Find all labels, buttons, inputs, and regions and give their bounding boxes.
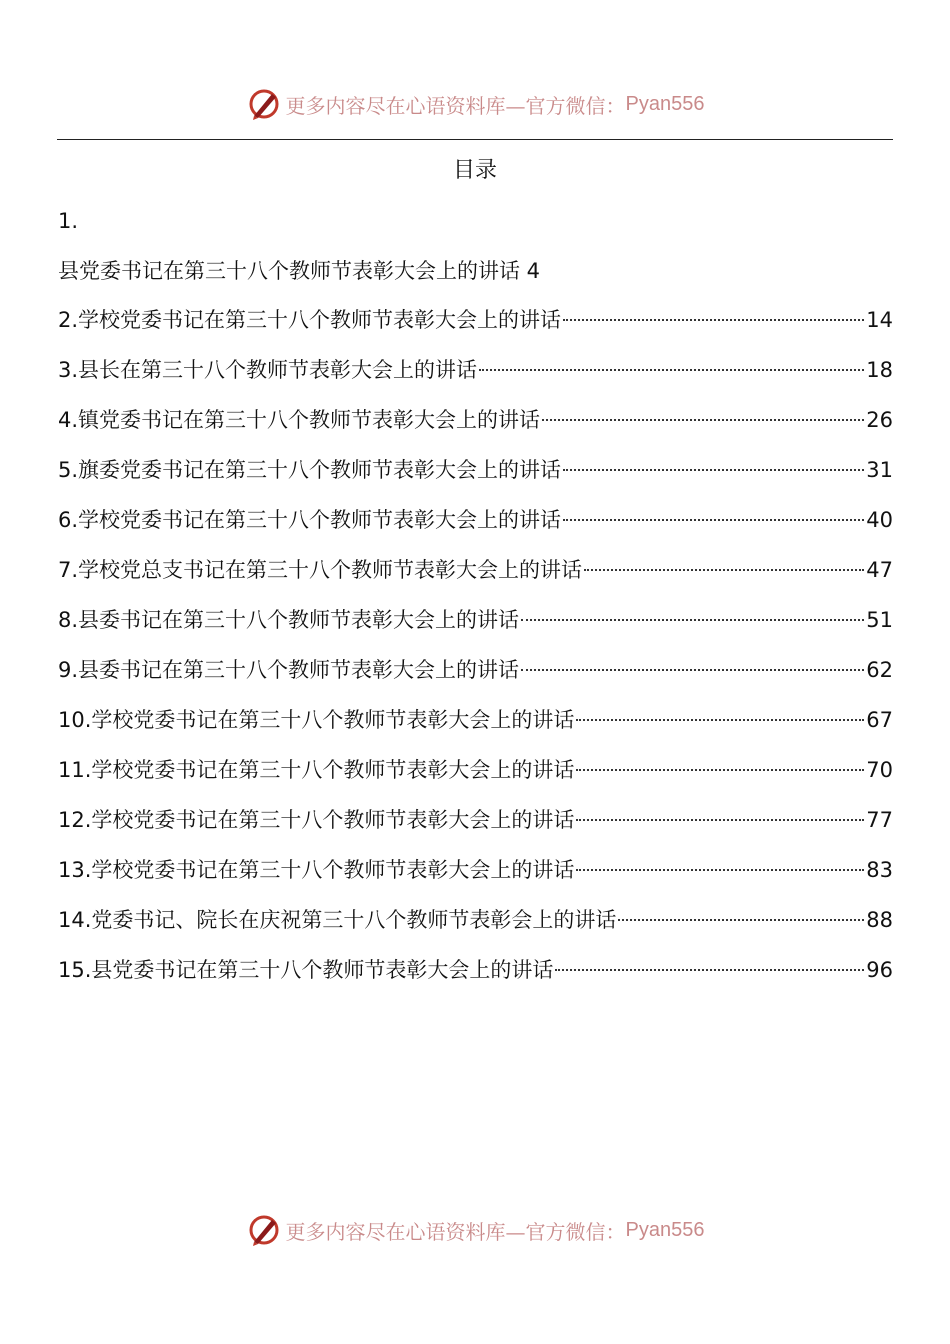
toc-entry-text: 13.学校党委书记在第三十八个教师节表彰大会上的讲话 — [58, 858, 575, 882]
toc-entry[interactable] — [58, 955, 893, 985]
toc-entry-page: 96 — [866, 958, 893, 982]
toc-entry-text: 5.旗委党委书记在第三十八个教师节表彰大会上的讲话 — [58, 458, 562, 482]
toc-entry[interactable] — [58, 805, 893, 835]
toc-entry-text: 7.学校党总支书记在第三十八个教师节表彰大会上的讲话 — [58, 558, 583, 582]
toc-entry-text: 10.学校党委书记在第三十八个教师节表彰大会上的讲话 — [58, 708, 575, 732]
toc-entry-page: 47 — [866, 558, 893, 582]
toc-entry-text: 14.党委书记、院长在庆祝第三十八个教师节表彰会上的讲话 — [58, 908, 617, 932]
toc-entry[interactable] — [58, 705, 893, 735]
toc-entry-text: 4.镇党委书记在第三十八个教师节表彰大会上的讲话 — [58, 408, 541, 432]
toc-entry-page: 31 — [866, 458, 893, 482]
toc-entry[interactable] — [58, 855, 893, 885]
toc-entry-text: 11.学校党委书记在第三十八个教师节表彰大会上的讲话 — [58, 758, 575, 782]
toc-entry-page: 18 — [866, 358, 893, 382]
dot-leader — [555, 969, 864, 971]
dot-leader — [618, 919, 864, 921]
toc-entry[interactable] — [58, 655, 893, 685]
toc-entry-page: 70 — [866, 758, 893, 782]
toc-entry-text: 15.县党委书记在第三十八个教师节表彰大会上的讲话 — [58, 958, 554, 982]
dot-leader — [576, 769, 864, 771]
header-divider — [57, 139, 893, 140]
dot-leader — [563, 319, 864, 321]
toc-entry-text: 3.县长在第三十八个教师节表彰大会上的讲话 — [58, 358, 478, 382]
toc-entry-number: 1. — [58, 209, 79, 233]
toc-entry-page: 14 — [866, 308, 893, 332]
pen-circle-logo-icon — [246, 86, 282, 122]
footer-banner — [0, 1210, 950, 1250]
toc-entry-text: 9.县委书记在第三十八个教师节表彰大会上的讲话 — [58, 658, 520, 682]
header-banner-wechat-id: Pyan556 — [625, 92, 705, 115]
toc-entry-page: 77 — [866, 808, 893, 832]
dot-leader — [576, 869, 864, 871]
toc-entry[interactable] — [58, 555, 893, 585]
toc-entry-page: 51 — [866, 608, 893, 632]
dot-leader — [521, 619, 864, 621]
toc-entry[interactable] — [58, 355, 893, 385]
toc-entry-text: 12.学校党委书记在第三十八个教师节表彰大会上的讲话 — [58, 808, 575, 832]
toc-entry[interactable] — [58, 305, 893, 335]
dot-leader — [542, 419, 864, 421]
toc-entry-page: 26 — [866, 408, 893, 432]
toc-entry-page: 83 — [866, 858, 893, 882]
toc-entry[interactable] — [58, 755, 893, 785]
toc-entry[interactable] — [58, 405, 893, 435]
dot-leader — [576, 819, 864, 821]
footer-banner-wechat-id: Pyan556 — [625, 1218, 705, 1241]
toc-entry-text: 2.学校党委书记在第三十八个教师节表彰大会上的讲话 — [58, 308, 562, 332]
pen-circle-logo-icon — [246, 1212, 282, 1248]
dot-leader — [576, 719, 864, 721]
toc-entry-page: 40 — [866, 508, 893, 532]
toc-title: 目录 — [452, 158, 497, 183]
toc-entry[interactable] — [58, 605, 893, 635]
toc-entry-1[interactable] — [58, 256, 893, 286]
dot-leader — [563, 519, 864, 521]
header-banner — [0, 84, 950, 124]
toc-entry-text: 县党委书记在第三十八个教师节表彰大会上的讲话 4 — [58, 259, 541, 283]
dot-leader — [584, 569, 864, 571]
toc-entry[interactable] — [58, 905, 893, 935]
toc-entry-page: 88 — [866, 908, 893, 932]
toc-entry[interactable] — [58, 505, 893, 535]
dot-leader — [563, 469, 864, 471]
toc-entry-page: 67 — [866, 708, 893, 732]
toc-entry-1-number[interactable] — [58, 206, 893, 236]
dot-leader — [479, 369, 864, 371]
footer-banner-text: 更多内容尽在心语资料库—官方微信： — [285, 1219, 626, 1244]
dot-leader — [521, 669, 864, 671]
toc-entry[interactable] — [58, 455, 893, 485]
header-banner-text: 更多内容尽在心语资料库—官方微信： — [285, 93, 626, 118]
toc-entry-text: 8.县委书记在第三十八个教师节表彰大会上的讲话 — [58, 608, 520, 632]
toc-entry-page: 62 — [866, 658, 893, 682]
toc-entry-text: 6.学校党委书记在第三十八个教师节表彰大会上的讲话 — [58, 508, 562, 532]
